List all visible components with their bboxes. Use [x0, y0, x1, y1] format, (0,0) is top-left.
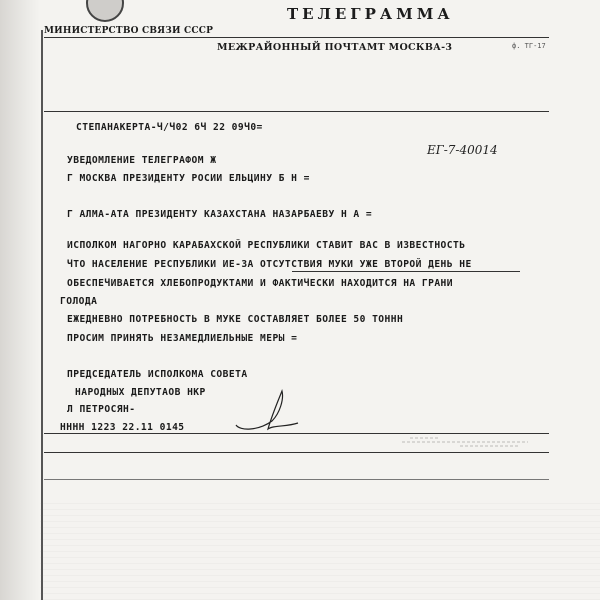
ministry-name: МИНИСТЕРСТВО СВЯЗИ СССР: [44, 26, 214, 36]
notice-line: УВЕДОМЛЕНИЕ ТЕЛЕГРАФОМ Ж: [67, 155, 217, 166]
body-line-6: ПРОСИМ ПРИНЯТЬ НЕЗАМЕДЛИЕЛЬНЫЕ МЕРЫ =: [67, 333, 298, 344]
footer-rule-1: [44, 433, 549, 434]
form-code: ф. ТГ-17: [512, 42, 546, 50]
header-rule: [44, 37, 549, 38]
origin-line: СТЕПАНАКЕРТА-Ч/Ч02 6Ч 22 09Ч0=: [76, 122, 263, 133]
faint-stamp: [400, 435, 530, 449]
address-line-1: Г МОСКВА ПРЕЗИДЕНТУ РОСИИ ЕЛЬЦИНУ Б Н =: [67, 173, 310, 184]
scan-noise: [40, 500, 600, 600]
body-line-5: ЕЖЕДНЕВНО ПОТРЕБНОСТЬ В МУКЕ СОСТАВЛЯЕТ БОЛЕЕ 50 ТОННН: [67, 314, 404, 325]
footer-rule-3: [44, 479, 549, 480]
state-emblem-icon: [86, 0, 124, 22]
body-line-3: ОБЕСПЕЧИВАЕТСЯ ХЛЕБОПРОДУКТАМИ И ФАКТИЧЕСКИ НАХОДИТСЯ НА ГРАНИ: [67, 278, 454, 289]
signature-line-2: НАРОДНЫХ ДЕПУТАОВ НКР: [75, 387, 206, 398]
post-office-name: МЕЖРАЙОННЫЙ ПОЧТАМТ МОСКВА-3: [217, 42, 453, 53]
body-line-1: ИСПОЛКОМ НАГОРНО КАРАБАХСКОЙ РЕСПУБЛИКИ СТАВИТ ВАС В ИЗВЕСТНОСТЬ: [67, 240, 466, 251]
address-rule: [44, 111, 549, 112]
signature-line-3: Л ПЕТРОСЯН-: [67, 404, 136, 415]
body-line-2: ЧТО НАСЕЛЕНИЕ РЕСПУБЛИКИ ИЕ-ЗА ОТСУТСТВИЯ МУКИ УЖЕ ВТОРОЙ ДЕНЬ НЕ: [67, 259, 472, 270]
body-underline: [292, 271, 520, 272]
scan-margin: [0, 0, 40, 600]
document-title: ТЕЛЕГРАММА: [287, 5, 454, 23]
signature-line-1: ПРЕДСЕДАТЕЛЬ ИСПОЛКОМА СОВЕТА: [67, 369, 248, 380]
address-line-2: Г АЛМА-АТА ПРЕЗИДЕНТУ КАЗАХСТАНА НАЗАРБАЕВУ Н А =: [67, 209, 373, 220]
body-line-4: ГОЛОДА: [60, 296, 98, 307]
footer-rule-2: [44, 452, 549, 453]
footer-code: НННН 1223 22.11 0145: [60, 422, 185, 433]
handwritten-signature: [228, 385, 308, 435]
handwritten-number: ЕГ-7-40014: [427, 143, 498, 157]
